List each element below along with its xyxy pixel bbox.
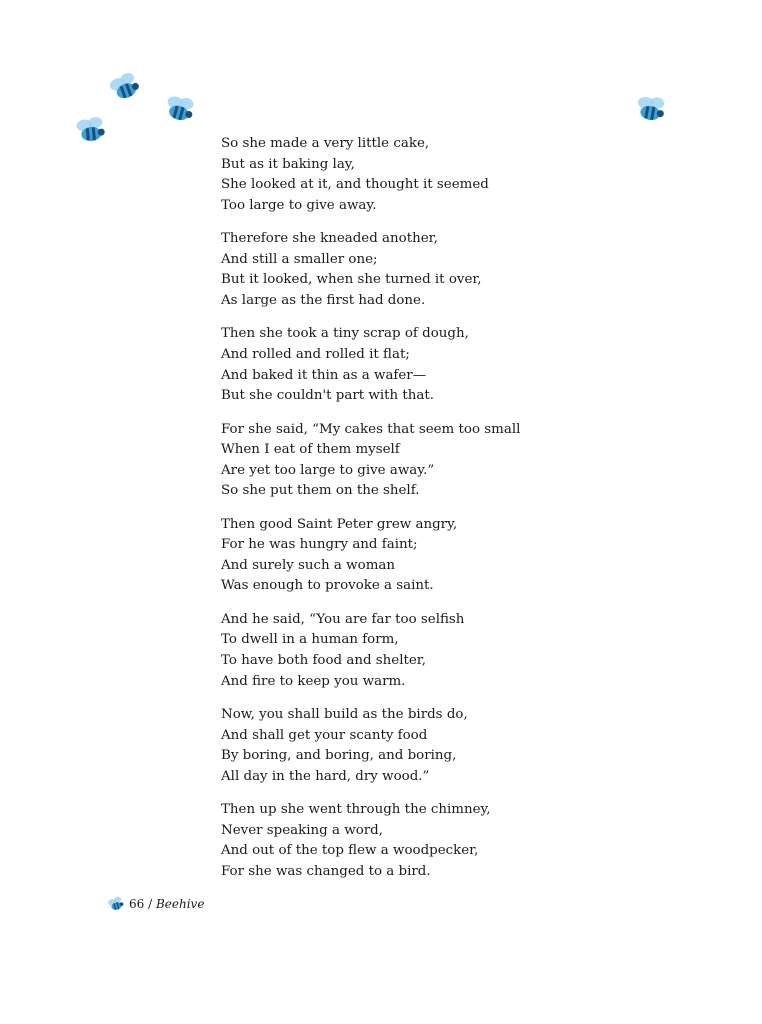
poem-line: So she put them on the shelf. <box>221 483 420 499</box>
poem-line: Are yet too large to give away.” <box>221 462 435 478</box>
poem-line: For she said, “My cakes that seem too small <box>221 421 521 437</box>
stanza <box>221 420 641 502</box>
poem-line: Too large to give away. <box>221 197 377 213</box>
poem-line: Then good Saint Peter grew angry, <box>221 516 458 532</box>
stanza <box>221 324 641 406</box>
stanza <box>221 800 641 882</box>
poem-line: Now, you shall build as the birds do, <box>221 707 468 723</box>
poem-line: And still a smaller one; <box>221 251 378 267</box>
poem-line: For she was changed to a bird. <box>221 863 431 879</box>
poem-text <box>221 134 641 895</box>
book-title: Beehive <box>155 897 205 911</box>
poem-line: And fire to keep you warm. <box>221 673 406 689</box>
bee-icon <box>159 88 201 130</box>
poem-line: As large as the first had done. <box>221 292 426 308</box>
bee-icon <box>631 89 670 128</box>
poem-line: Then up she went through the chimney, <box>221 802 491 818</box>
stanza <box>221 134 641 216</box>
poem-line: And surely such a woman <box>221 557 395 573</box>
stanza <box>221 610 641 692</box>
poem-line: She looked at it, and thought it seemed <box>221 177 489 193</box>
poem-line: For he was hungry and faint; <box>221 537 418 553</box>
poem-line: But as it baking lay, <box>221 156 355 172</box>
stanza <box>221 229 641 311</box>
poem-line: But she couldn't part with that. <box>221 388 434 404</box>
poem-line: Never speaking a word, <box>221 822 383 838</box>
poem-line: To have both food and shelter, <box>221 653 426 669</box>
poem-line: By boring, and boring, and boring, <box>221 748 457 764</box>
poem-line: Was enough to provoke a saint. <box>221 578 434 594</box>
poem-line: And out of the top flew a woodpecker, <box>221 843 479 859</box>
poem-line: But it looked, when she turned it over, <box>221 272 482 288</box>
poem-line: All day in the hard, dry wood.” <box>221 768 430 784</box>
stanza <box>221 705 641 787</box>
poem-line: And baked it thin as a wafer— <box>221 367 427 383</box>
page-number: 66 <box>129 897 145 911</box>
poem-line: So she made a very little cake, <box>221 136 430 151</box>
footer-separator: / <box>144 897 156 911</box>
poem-line: Then she took a tiny scrap of dough, <box>221 326 469 342</box>
bee-icon <box>103 65 147 109</box>
poem-line: And shall get your scanty food <box>221 727 428 743</box>
poem-line: When I eat of them myself <box>221 442 400 458</box>
bee-icon <box>105 893 127 915</box>
poem-line: Therefore she kneaded another, <box>221 231 438 247</box>
poem-line: And he said, “You are far too selfish <box>221 611 465 627</box>
bee-icon <box>73 112 110 149</box>
stanza <box>221 515 641 597</box>
page-footer <box>107 894 204 914</box>
poem-line: To dwell in a human form, <box>221 632 399 648</box>
poem-line: And rolled and rolled it flat; <box>221 346 410 362</box>
